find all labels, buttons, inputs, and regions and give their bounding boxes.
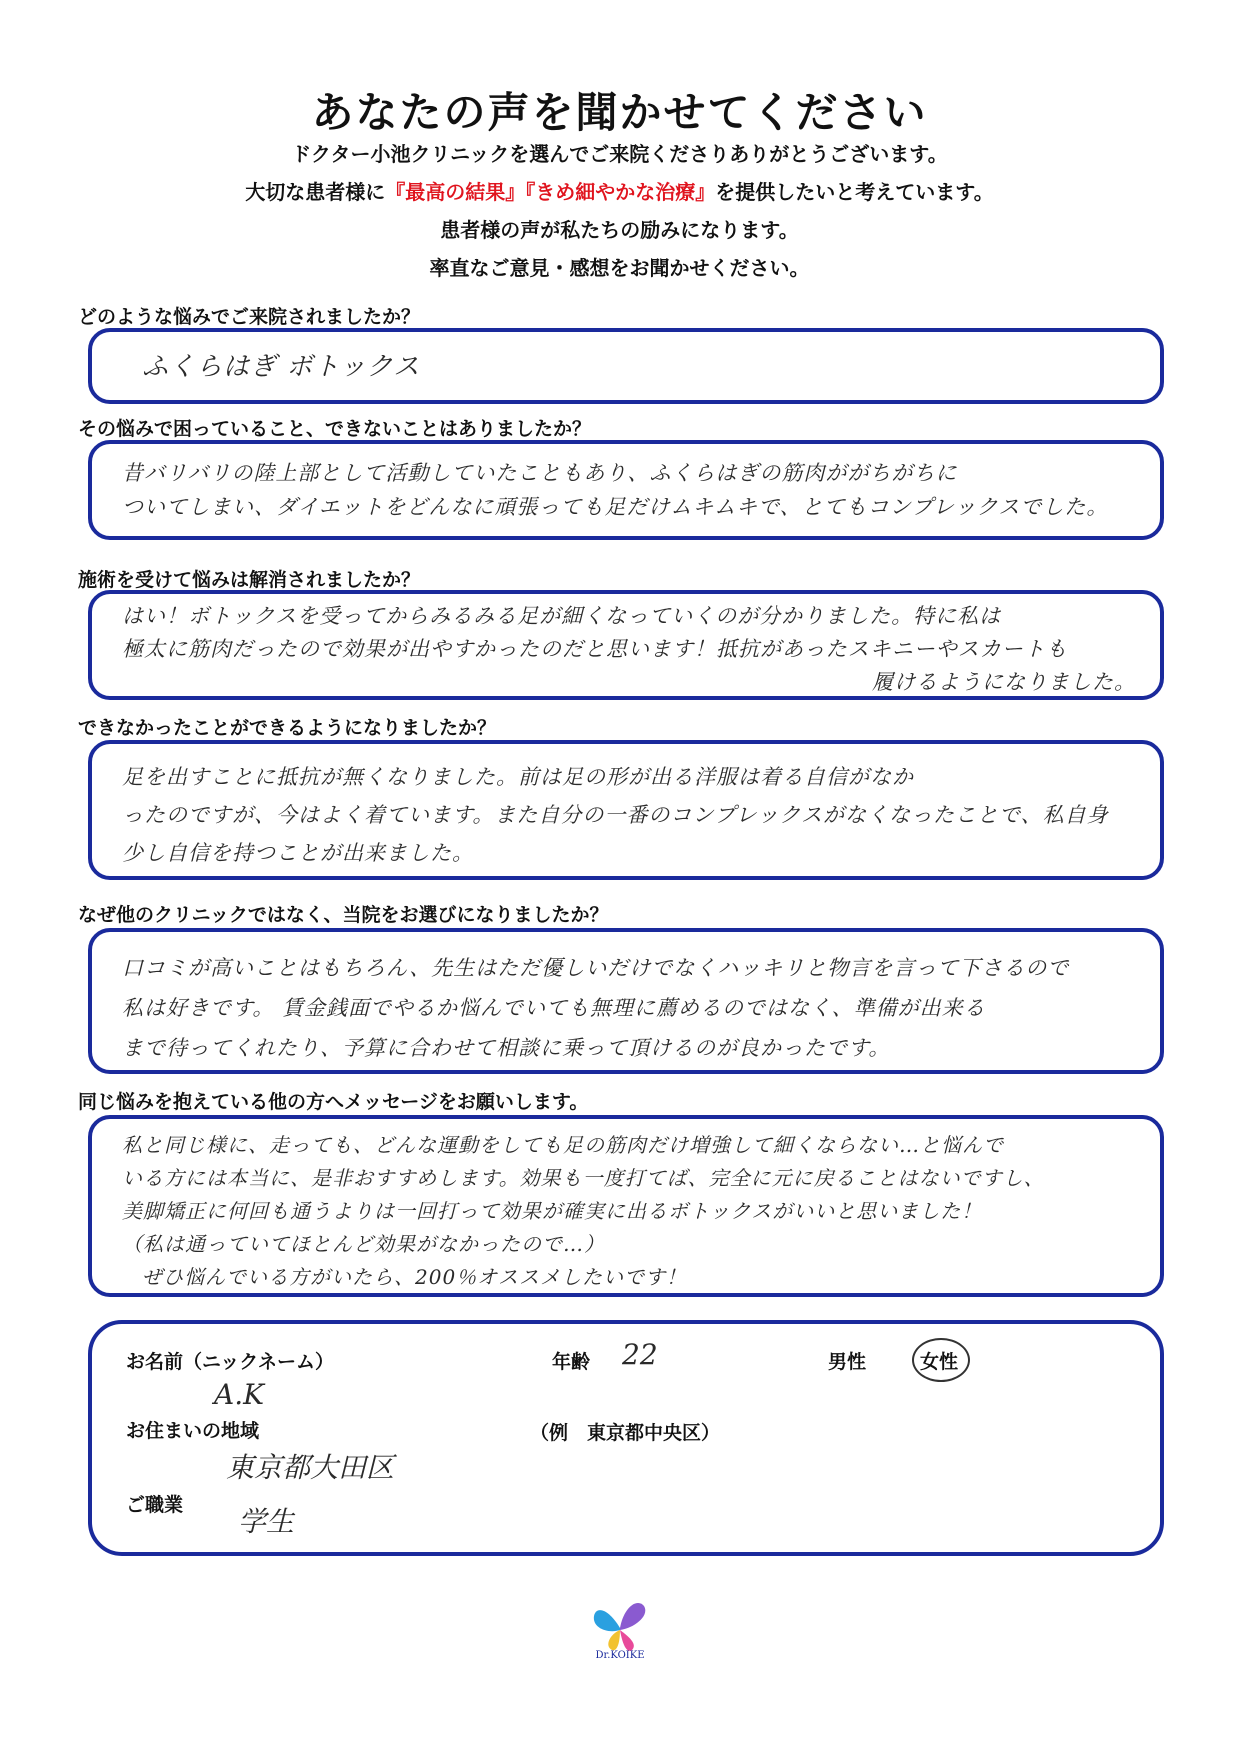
answer-line: 美脚矯正に何回も通うよりは一回打って効果が確実に出るボトックスがいいと思いました！ [122,1199,983,1223]
question-1-label: どのような悩みでご来院されましたか？ [78,306,421,328]
question-1-answer [142,350,1140,384]
intro-line-3: 患者様の声が私たちの励みになります。 [440,218,799,242]
intro-line-2-post: を提供したいと考えています。 [715,180,994,204]
question-4-answer [122,758,1140,872]
intro-line-1: ドクター小池クリニックを選んでご来院くださりありがとうございます。 [291,142,948,166]
area-label: お住まいの地域 [126,1420,260,1442]
area-example: （例 東京都中央区） [530,1422,721,1444]
intro-line-4: 率直なご意見・感想をお聞かせください。 [429,256,810,280]
answer-line: いる方には本当に、是非おすすめします。効果も一度打てば、完全に元に戻ることはないですし、 [122,1166,1045,1190]
answer-line: 足を出すことに抵抗が無くなりました。前は足の形が出る洋服は着る自信がなか [122,765,914,789]
question-2-label: その悩みで困っていること、できないことはありましたか？ [78,418,592,440]
area-value: 東京都大田区 [226,1451,395,1484]
logo-text: Dr.KOIKE [595,1650,645,1661]
answer-line: 昔バリバリの陸上部として活動していたこともあり、ふくらはぎの筋肉ががちがちに [122,461,958,485]
answer-line: 私と同じ様に、走っても、どんな運動をしても足の筋肉だけ増強して細くならない…と悩んで [122,1133,1004,1157]
answer-line: ったのですが、今はよく着ています。また自分の一番のコンプレックスがなくなったことで、私自身 [122,803,1109,827]
answer-line: ついてしまい、ダイエットをどんなに頑張っても足だけムキムキで、とてもコンプレックスでした。 [122,495,1109,519]
question-4-answer-box [88,740,1164,880]
answer-line: （私は通っていてほとんど効果がなかったので…） [122,1232,605,1256]
name-value: A.K [214,1378,265,1411]
question-4-label: できなかったことができるようになりましたか？ [78,717,497,739]
page-title: あなたの声を聞かせてください [311,88,928,137]
job-label: ご職業 [126,1494,184,1516]
answer-line: ふくらはぎ ボトックス [142,352,421,382]
answer-line: まで待ってくれたり、予算に合わせて相談に乗って頂けるのが良かったです。 [122,1036,891,1060]
age-label: 年齢 [552,1351,591,1373]
question-1-answer-box [88,328,1164,404]
answer-line: 極太に筋肉だったので効果が出やすかったのだと思います！抵抗があったスキニーやスカートも [122,637,1068,661]
answer-line: 私は好きです。 賃金銭面でやるか悩んでいても無理に薦めるのではなく、準備が出来る [122,996,986,1020]
question-6-answer [122,1129,1140,1294]
intro-line-2-highlight: 『最高の結果』『きめ細やかな治療』 [385,180,716,204]
intro-line-2-pre: 大切な患者様に [245,180,386,204]
question-2-answer-box [88,440,1164,540]
question-5-answer-box [88,928,1164,1074]
question-5-label: なぜ他のクリニックではなく、当院をお選びになりましたか？ [78,904,609,926]
intro-line-2 [0,176,1239,205]
question-5-answer [122,948,1140,1068]
question-3-answer [122,600,1140,699]
answer-line: 履けるようになりました。 [872,670,1136,694]
name-label: お名前（ニックネーム） [126,1351,335,1373]
age-value: 22 [622,1338,658,1371]
question-6-label: 同じ悩みを抱えている他の方へメッセージをお願いします。 [78,1091,589,1113]
question-6-answer-box [88,1115,1164,1297]
answer-line: 少し自信を持つことが出来ました。 [122,841,474,865]
question-2-answer [122,456,1140,524]
gender-female-option: 女性 [920,1351,959,1373]
job-value: 学生 [238,1505,295,1538]
question-3-answer-box [88,590,1164,700]
answer-line: はい！ボトックスを受ってからみるみる足が細くなっていくのが分かりました。特に私は [122,604,1002,628]
question-3-label: 施術を受けて悩みは解消されましたか？ [78,569,421,591]
gender-male-option: 男性 [828,1351,867,1373]
answer-line: 口コミが高いことはもちろん、先生はただ優しいだけでなくハッキリと物言を言って下さるので [122,956,1070,980]
female-selected-circle [912,1338,970,1382]
answer-line: ぜひ悩んでいる方がいたら、200％オススメしたいです！ [142,1265,687,1289]
